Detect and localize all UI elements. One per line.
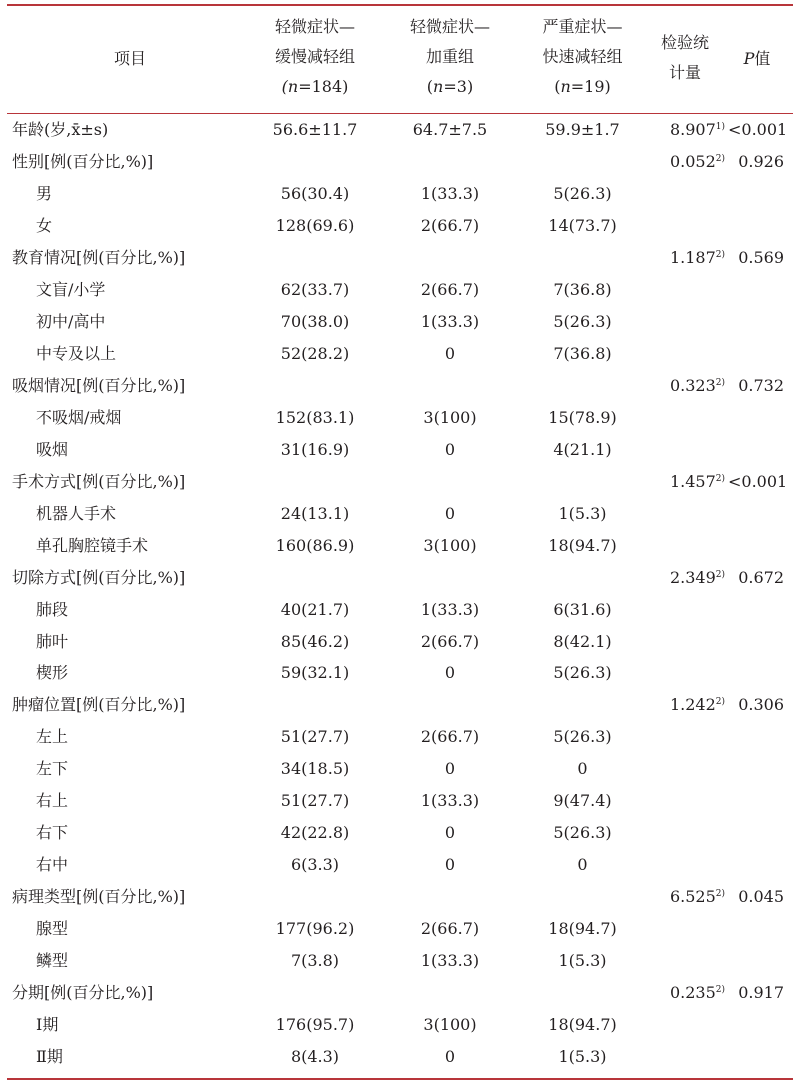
- table-row-variable: [0, 977, 800, 1009]
- cell-slow-relief: 51(27.7): [280, 791, 350, 811]
- table-row-variable: [0, 370, 800, 402]
- cell-slow-relief: 6(3.3): [290, 855, 340, 875]
- header-p-value: P值: [743, 49, 771, 68]
- statistic-value: 0.235: [669, 983, 716, 1003]
- cell-slow-relief: 128(69.6): [275, 215, 355, 235]
- row-label: 年龄(岁,x̄±s): [12, 120, 109, 139]
- cell-rapid-relief: 14(73.7): [548, 215, 617, 235]
- statistic-footnote-marker: 2): [715, 473, 725, 484]
- table-row-subcategory: [0, 594, 800, 626]
- cell-slow-relief: 34(18.5): [280, 759, 350, 779]
- row-label: 女: [36, 215, 53, 235]
- table-row-subcategory: [0, 210, 800, 242]
- cell-rapid-relief: 4(21.1): [553, 439, 612, 459]
- table-row-subcategory: [0, 626, 800, 658]
- table-row-subcategory: [0, 785, 800, 817]
- cell-worsening: 64.7±7.5: [412, 120, 488, 139]
- table-row-subcategory: [0, 849, 800, 881]
- cell-worsening: 1(33.3): [420, 791, 480, 811]
- table-row-variable: [0, 466, 800, 498]
- cell-rapid-relief: 8(42.1): [553, 631, 612, 651]
- cell-worsening: 3(100): [423, 407, 477, 427]
- cell-worsening: 2(66.7): [420, 631, 480, 651]
- cell-test-statistic: [645, 370, 725, 402]
- statistic-footnote-marker: 2): [715, 569, 725, 580]
- cell-p-value: <0.001: [728, 120, 788, 139]
- cell-rapid-relief: 18(94.7): [548, 1015, 617, 1035]
- row-label: 左上: [36, 727, 69, 747]
- statistic-footnote-marker: 2): [715, 697, 725, 708]
- row-label: 吸烟情况[例(百分比,%)]: [12, 375, 186, 395]
- statistic-footnote-marker: 2): [715, 985, 725, 996]
- row-label: 左下: [36, 759, 69, 779]
- cell-slow-relief: 56(30.4): [280, 183, 350, 203]
- header-item: 项目: [113, 49, 146, 68]
- cell-test-statistic: [645, 881, 725, 913]
- table-row-subcategory: [0, 306, 800, 338]
- table-row-subcategory: [0, 498, 800, 530]
- cell-worsening: 0: [444, 503, 456, 523]
- statistic-footnote-marker: 2): [715, 153, 725, 164]
- cell-p-value: 0.672: [738, 567, 784, 587]
- statistic-footnote-marker: 2): [715, 377, 725, 388]
- statistic-value: 6.525: [669, 887, 716, 907]
- cell-rapid-relief: 0: [577, 759, 588, 779]
- row-label: 文盲/小学: [36, 279, 106, 299]
- row-label: Ⅱ期: [36, 1047, 63, 1067]
- cell-test-statistic: [645, 977, 725, 1009]
- cell-rapid-relief: 6(31.6): [553, 599, 612, 619]
- row-label: 肿瘤位置[例(百分比,%)]: [12, 695, 186, 715]
- row-label: 肺叶: [36, 631, 69, 651]
- cell-test-statistic: [645, 562, 725, 594]
- table-bottom-rule: [7, 1078, 793, 1080]
- statistic-value: 0.052: [669, 151, 716, 171]
- table-row-subcategory: [0, 721, 800, 753]
- row-label: 初中/高中: [36, 311, 106, 331]
- cell-worsening: 2(66.7): [420, 279, 480, 299]
- cell-worsening: 0: [444, 759, 456, 779]
- statistic-value: 0.323: [669, 375, 716, 395]
- cell-test-statistic: [645, 689, 725, 721]
- row-label: 性别[例(百分比,%)]: [12, 151, 154, 171]
- table-row-subcategory: [0, 945, 800, 977]
- row-label: 教育情况[例(百分比,%)]: [12, 247, 186, 267]
- table-row-subcategory: [0, 530, 800, 562]
- table-row-variable: [0, 114, 800, 146]
- table-row-subcategory: [0, 657, 800, 689]
- row-label: 病理类型[例(百分比,%)]: [12, 887, 186, 907]
- row-label: 右下: [36, 823, 69, 843]
- cell-worsening: 1(33.3): [420, 183, 480, 203]
- cell-p-value: 0.917: [738, 983, 784, 1003]
- cell-test-statistic: [645, 114, 725, 146]
- cell-rapid-relief: 1(5.3): [558, 503, 607, 523]
- table-row-variable: [0, 242, 800, 274]
- header-group-worsening: 轻微症状— 加重组 (n=3): [409, 17, 490, 96]
- cell-worsening: 2(66.7): [420, 919, 480, 939]
- cell-rapid-relief: 5(26.3): [553, 183, 612, 203]
- table-row-subcategory: [0, 817, 800, 849]
- row-label: 男: [36, 183, 53, 203]
- table-row-variable: [0, 689, 800, 721]
- row-label: 吸烟: [36, 439, 69, 459]
- cell-worsening: 1(33.3): [420, 311, 480, 331]
- table-row-subcategory: [0, 402, 800, 434]
- cell-slow-relief: 42(22.8): [280, 823, 350, 843]
- cell-rapid-relief: 18(94.7): [548, 919, 617, 939]
- cell-rapid-relief: 7(36.8): [553, 343, 612, 363]
- table-row-subcategory: [0, 274, 800, 306]
- row-label: 鳞型: [36, 951, 69, 971]
- cell-p-value: 0.569: [738, 247, 784, 267]
- row-label: 手术方式[例(百分比,%)]: [12, 471, 186, 491]
- cell-slow-relief: 59(32.1): [280, 663, 350, 683]
- table-body: [0, 114, 800, 1073]
- row-label: 不吸烟/戒烟: [36, 407, 122, 427]
- cell-slow-relief: 31(16.9): [280, 439, 350, 459]
- cell-slow-relief: 52(28.2): [280, 343, 350, 363]
- cell-rapid-relief: 5(26.3): [553, 663, 612, 683]
- header-group-rapid-relief: 严重症状— 快速减轻组 (n=19): [542, 17, 623, 96]
- row-label: Ⅰ期: [36, 1015, 59, 1035]
- cell-slow-relief: 56.6±11.7: [272, 120, 358, 139]
- table-row-subcategory: [0, 913, 800, 945]
- cell-worsening: 0: [444, 439, 456, 459]
- cell-worsening: 3(100): [423, 1015, 477, 1035]
- cell-p-value: 0.045: [738, 887, 784, 907]
- cell-p-value: 0.732: [738, 375, 784, 395]
- table-row-subcategory: [0, 434, 800, 466]
- cell-slow-relief: 176(95.7): [275, 1015, 355, 1035]
- cell-slow-relief: 62(33.7): [280, 279, 350, 299]
- statistic-footnote-marker: 1): [715, 122, 725, 132]
- cell-worsening: 1(33.3): [420, 599, 480, 619]
- row-label: 单孔胸腔镜手术: [36, 535, 149, 555]
- cell-slow-relief: 70(38.0): [280, 311, 350, 331]
- cell-slow-relief: 24(13.1): [280, 503, 350, 523]
- cell-test-statistic: [645, 466, 725, 498]
- table-row-subcategory: [0, 1009, 800, 1041]
- statistic-value: 1.187: [669, 247, 716, 267]
- cell-worsening: 1(33.3): [420, 951, 480, 971]
- cell-worsening: 0: [444, 855, 456, 875]
- row-label: 分期[例(百分比,%)]: [12, 983, 154, 1003]
- table-row-subcategory: [0, 178, 800, 210]
- cell-test-statistic: [645, 242, 725, 274]
- cell-rapid-relief: 9(47.4): [553, 791, 612, 811]
- cell-worsening: 0: [444, 663, 456, 683]
- cell-rapid-relief: 5(26.3): [553, 311, 612, 331]
- statistic-footnote-marker: 2): [715, 889, 725, 900]
- row-label: 右上: [36, 791, 69, 811]
- cell-slow-relief: 7(3.8): [290, 951, 340, 971]
- table-top-rule: [7, 4, 793, 6]
- row-label: 楔形: [36, 663, 69, 683]
- row-label: 腺型: [36, 919, 69, 939]
- statistic-footnote-marker: 2): [715, 249, 725, 260]
- cell-p-value: 0.306: [738, 695, 784, 715]
- cell-rapid-relief: 15(78.9): [548, 407, 617, 427]
- cell-slow-relief: 177(96.2): [275, 919, 355, 939]
- statistic-value: 1.457: [669, 471, 716, 491]
- statistic-value: 8.907: [669, 120, 716, 139]
- table-row-subcategory: [0, 338, 800, 370]
- row-label: 切除方式[例(百分比,%)]: [12, 567, 186, 587]
- cell-slow-relief: 40(21.7): [280, 599, 350, 619]
- cell-slow-relief: 85(46.2): [280, 631, 350, 651]
- cell-rapid-relief: 7(36.8): [553, 279, 612, 299]
- cell-worsening: 2(66.7): [420, 215, 480, 235]
- table-row-variable: [0, 881, 800, 913]
- cell-test-statistic: [645, 146, 725, 178]
- cell-slow-relief: 8(4.3): [290, 1047, 340, 1067]
- table-row-subcategory: [0, 1041, 800, 1073]
- cell-rapid-relief: 1(5.3): [558, 951, 607, 971]
- statistic-value: 2.349: [669, 567, 716, 587]
- cell-worsening: 0: [444, 1047, 456, 1067]
- row-label: 中专及以上: [36, 343, 117, 363]
- cell-slow-relief: 51(27.7): [280, 727, 350, 747]
- cell-rapid-relief: 59.9±1.7: [545, 120, 620, 139]
- cell-rapid-relief: 1(5.3): [558, 1047, 607, 1067]
- header-group-slow-relief: 轻微症状— 缓慢减轻组 (n=184): [274, 17, 355, 96]
- row-label: 肺段: [36, 599, 69, 619]
- cell-p-value: 0.926: [738, 151, 784, 171]
- table-row-variable: [0, 562, 800, 594]
- cell-rapid-relief: 5(26.3): [553, 823, 612, 843]
- cell-p-value: <0.001: [728, 471, 788, 491]
- row-label: 机器人手术: [36, 503, 117, 523]
- row-label: 右中: [36, 855, 69, 875]
- table-row-variable: [0, 146, 800, 178]
- cell-rapid-relief: 0: [577, 855, 588, 875]
- cell-slow-relief: 160(86.9): [275, 535, 355, 555]
- cell-rapid-relief: 5(26.3): [553, 727, 612, 747]
- header-test-statistic: 检验统 计量: [660, 33, 709, 82]
- statistic-value: 1.242: [669, 695, 716, 715]
- cell-slow-relief: 152(83.1): [275, 407, 355, 427]
- cell-worsening: 3(100): [423, 535, 477, 555]
- cell-worsening: 0: [444, 823, 456, 843]
- cell-worsening: 2(66.7): [420, 727, 480, 747]
- cell-rapid-relief: 18(94.7): [548, 535, 617, 555]
- cell-worsening: 0: [444, 343, 456, 363]
- table-row-subcategory: [0, 753, 800, 785]
